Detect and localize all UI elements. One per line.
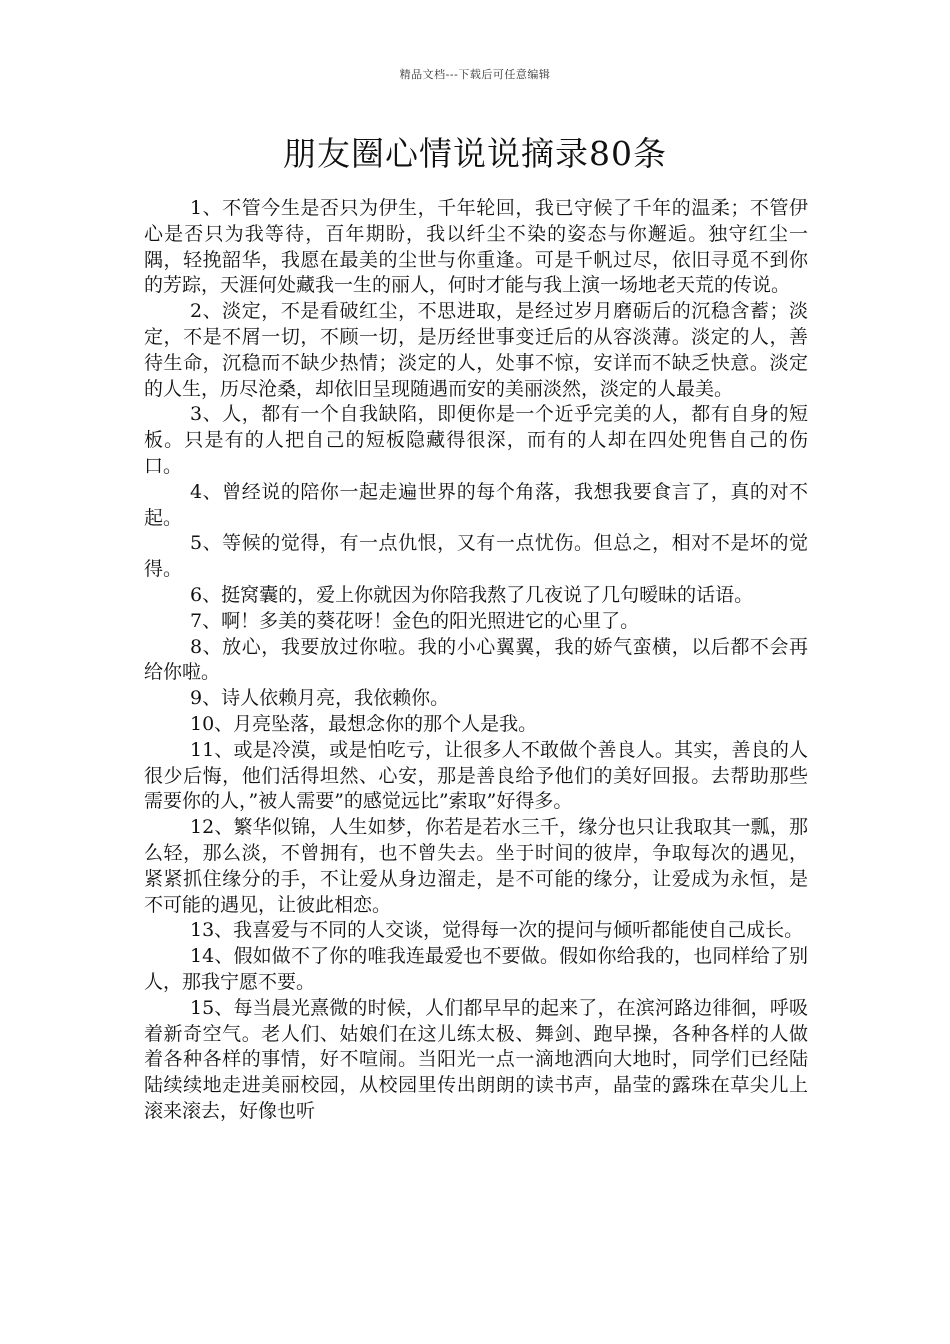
paragraph-13: 13、我喜爱与不同的人交谈，觉得每一次的提问与倾听都能使自己成长。 [190,919,804,942]
paragraph-10: 10、月亮坠落，最想念你的那个人是我。 [190,712,538,735]
page-title: 朋友圈心情说说摘录80条 [283,134,667,173]
paragraph-15: 15、每当晨光熹微的时候，人们都早早的起来了，在滨河路边徘徊，呼吸着新奇空气。老人们、姑娘们在这儿练太极、舞剑、跑早操，各种各样的人做着各种各样的事情，好不喧闹。当阳光一点一滴地洒向大地时，同学们已经陆陆续续地走进美丽校园，从校园里传出朗朗的读书声，晶莹的露珠在草尖儿上滚来滚去，好像也听 [144,996,808,1122]
paragraph-8: 8、放心，我要放过你啦。我的小心翼翼，我的娇气蛮横，以后都不会再给你啦。 [144,635,808,684]
header-note: 精品文档---下载后可任意编辑 [399,68,551,81]
paragraph-9: 9、诗人依赖月亮，我依赖你。 [190,687,450,710]
paragraph-4: 4、曾经说的陪你一起走遍世界的每个角落，我想我要食言了，真的对不起。 [144,480,808,529]
paragraph-12: 12、繁华似锦，人生如梦，你若是若水三千，缘分也只让我取其一瓢，那么轻，那么淡，不曾拥有，也不曾失去。坐于时间的彼岸，争取每次的遇见，紧紧抓住缘分的手，不让爱从身边溜走，是不可能的缘分，让爱成为永恒，是不可能的遇见，让彼此相恋。 [144,816,808,916]
paragraph-14: 14、假如做不了你的唯我连最爱也不要做。假如你给我的，也同样给了别人，那我宁愿不要。 [144,945,808,993]
document-body [144,196,808,1125]
paragraph-1: 1、不管今生是否只为伊生，千年轮回，我已守候了千年的温柔；不管伊心是否只为我等待，百年期盼，我以纤尘不染的姿态与你邂逅。独守红尘一隅，轻挽韶华，我愿在最美的尘世与你重逢。可是千帆过尽，依旧寻觅不到你的芳踪，天涯何处藏我一生的丽人，何时才能与我上演一场地老天荒的传说。 [144,197,808,297]
paragraph-3: 3、人，都有一个自我缺陷，即便你是一个近乎完美的人，都有自身的短板。只是有的人把自己的短板隐藏得很深，而有的人却在四处兜售自己的伤口。 [144,403,808,477]
paragraph-7: 7、啊！多美的葵花呀！金色的阳光照进它的心里了。 [190,609,640,632]
paragraph-6: 6、挺窝囊的，爱上你就因为你陪我熬了几夜说了几句暧昧的话语。 [190,583,754,606]
paragraph-2: 2、淡定，不是看破红尘，不思进取，是经过岁月磨砺后的沉稳含蓄；淡定，不是不屑一切，不顾一切，是历经世事变迁后的从容淡薄。淡定的人，善待生命，沉稳而不缺少热情；淡定的人，处事不惊，安详而不缺乏快意。淡定的人生，历尽沧桑，却依旧呈现随遇而安的美丽淡然，淡定的人最美。 [144,300,808,400]
paragraph-11: 11、或是冷漠，或是怕吃亏，让很多人不敢做个善良人。其实，善良的人很少后悔，他们活得坦然、心安，那是善良给予他们的美好回报。去帮助那些需要你的人，”被人需要”的感觉远比”索取”好得多。 [144,738,808,813]
paragraph-5: 5、等候的觉得，有一点仇恨，又有一点忧伤。但总之，相对不是坏的觉得。 [144,532,808,581]
